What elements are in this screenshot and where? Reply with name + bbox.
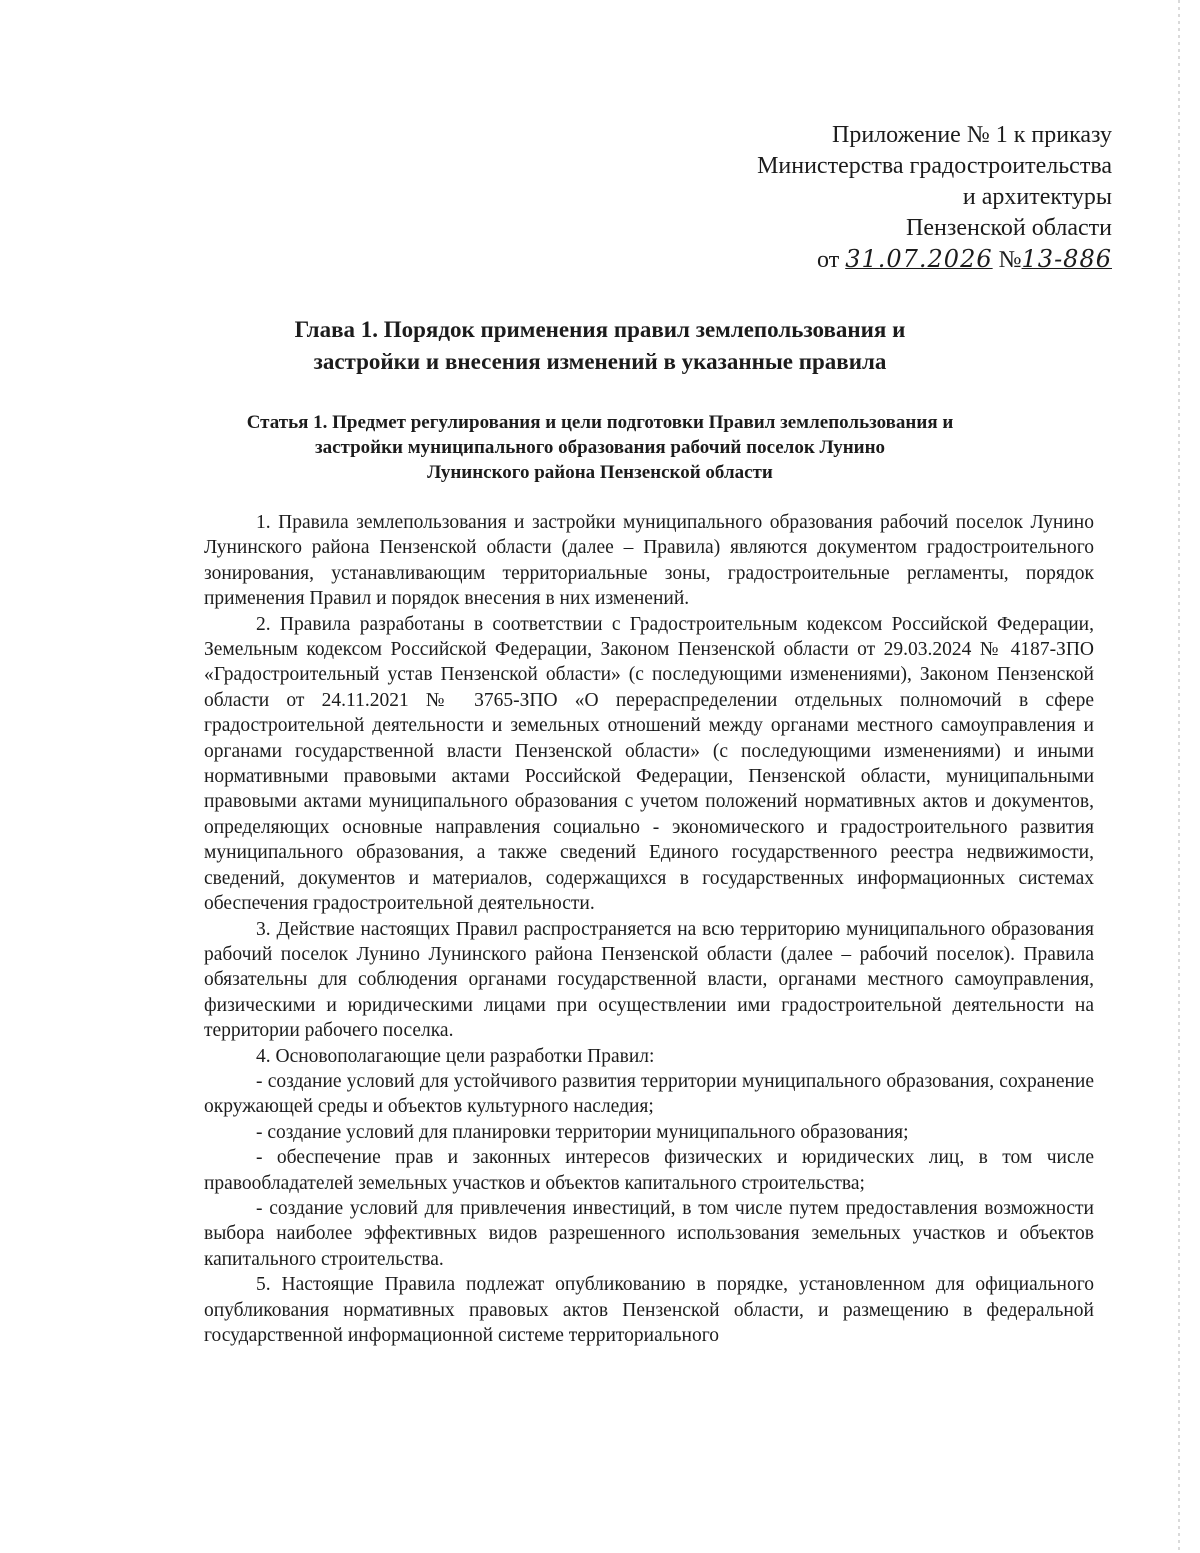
appendix-line-3: и архитектуры [962, 184, 1112, 210]
article-title [200, 410, 1000, 485]
article-title-line-2: застройки муниципального образования рабочий поселок Лунино [314, 437, 886, 458]
article-title-line-3: Лунинского района Пензенской области [427, 462, 773, 483]
appendix-line-1: Приложение № 1 к приказу [832, 122, 1112, 148]
chapter-title-line-2: застройки и внесения изменений в указанные правила [313, 349, 887, 374]
appendix-line-2: Министерства градостроительства [757, 153, 1112, 179]
paragraph: 4. Основополагающие цели разработки Правил: [256, 1045, 655, 1067]
order-number: 13-886 [1021, 245, 1112, 273]
document-body [204, 510, 1094, 1348]
list-item: - создание условий для устойчивого развития территории муниципального образования, сохранение окружающей среды и объектов культурного наследия; [204, 1070, 1094, 1118]
scan-edge-artifact [1178, 0, 1180, 1553]
list-item: - создание условий для планировки территории муниципального образования; [256, 1121, 909, 1143]
list-item: - создание условий для привлечения инвестиций, в том числе путем предоставления возможности выбора наиболее эффективных видов разрешенного использования земельных участков и объектов капитального строительства. [204, 1197, 1094, 1270]
paragraph: 1. Правила землепользования и застройки муниципального образования рабочий поселок Лунино Лунинского района Пензенской области (далее – Правила) являются документом градостроительного зонирования, устанавливающим территориальные зоны, градостроительные регламенты, порядок применения Правил и порядок внесения в них изменений. [204, 512, 1094, 610]
number-prefix: № [998, 247, 1022, 273]
appendix-date-line [757, 244, 1112, 276]
chapter-title [200, 314, 1000, 378]
order-date: 31.07.2026 [845, 245, 993, 273]
appendix-header [757, 120, 1112, 276]
paragraph: 2. Правила разработаны в соответствии с Градостроительным кодексом Российской Федерации, Земельным кодексом Российской Федерации, Законом Пензенской области от 29.03.2024 № 4187-ЗПО «Градостроительный устав Пензенской области» (с последующими изменениями), Законом Пензенской области от 24.11.2021 № 3765-ЗПО «О перераспределении отдельных полномочий в сфере градостроительной деятельности и земельных отношений между органами местного самоуправления и органами государственной власти Пензенской области» (с последующими изменениями) и иными нормативными правовыми актами Российской Федерации, Пензенской области, муниципальными правовыми актами муниципального образования с учетом положений нормативных актов и документов, определяющих основные направления социально - экономического и градостроительного развития муниципального образования, а также сведений Единого государственного реестра недвижимости, сведений, документов и материалов, содержащихся в государственных информационных системах обеспечения градостроительной деятельности. [204, 613, 1094, 915]
list-item: - обеспечение прав и законных интересов физических и юридических лиц, в том числе правообладателей земельных участков и объектов капитального строительства; [204, 1147, 1094, 1194]
paragraph: 5. Настоящие Правила подлежат опубликованию в порядке, установленном для официального опубликования нормативных правовых актов Пензенской области, и размещению в федеральной государственной информационной системе территориального [204, 1274, 1094, 1346]
date-prefix: от [817, 247, 840, 273]
appendix-line-4: Пензенской области [906, 215, 1112, 241]
article-title-line-1: Статья 1. Предмет регулирования и цели подготовки Правил землепользования и [246, 412, 954, 433]
chapter-title-line-1: Глава 1. Порядок применения правил землепользования и [294, 317, 906, 342]
paragraph: 3. Действие настоящих Правил распространяется на всю территорию муниципального образования рабочий поселок Лунино Лунинского района Пензенской области (далее – рабочий поселок). Правила обязательны для соблюдения органами государственной власти, органами местного самоуправления, физическими и юридическими лицами при осуществлении ими градостроительной деятельности на территории рабочего поселка. [204, 918, 1094, 1042]
